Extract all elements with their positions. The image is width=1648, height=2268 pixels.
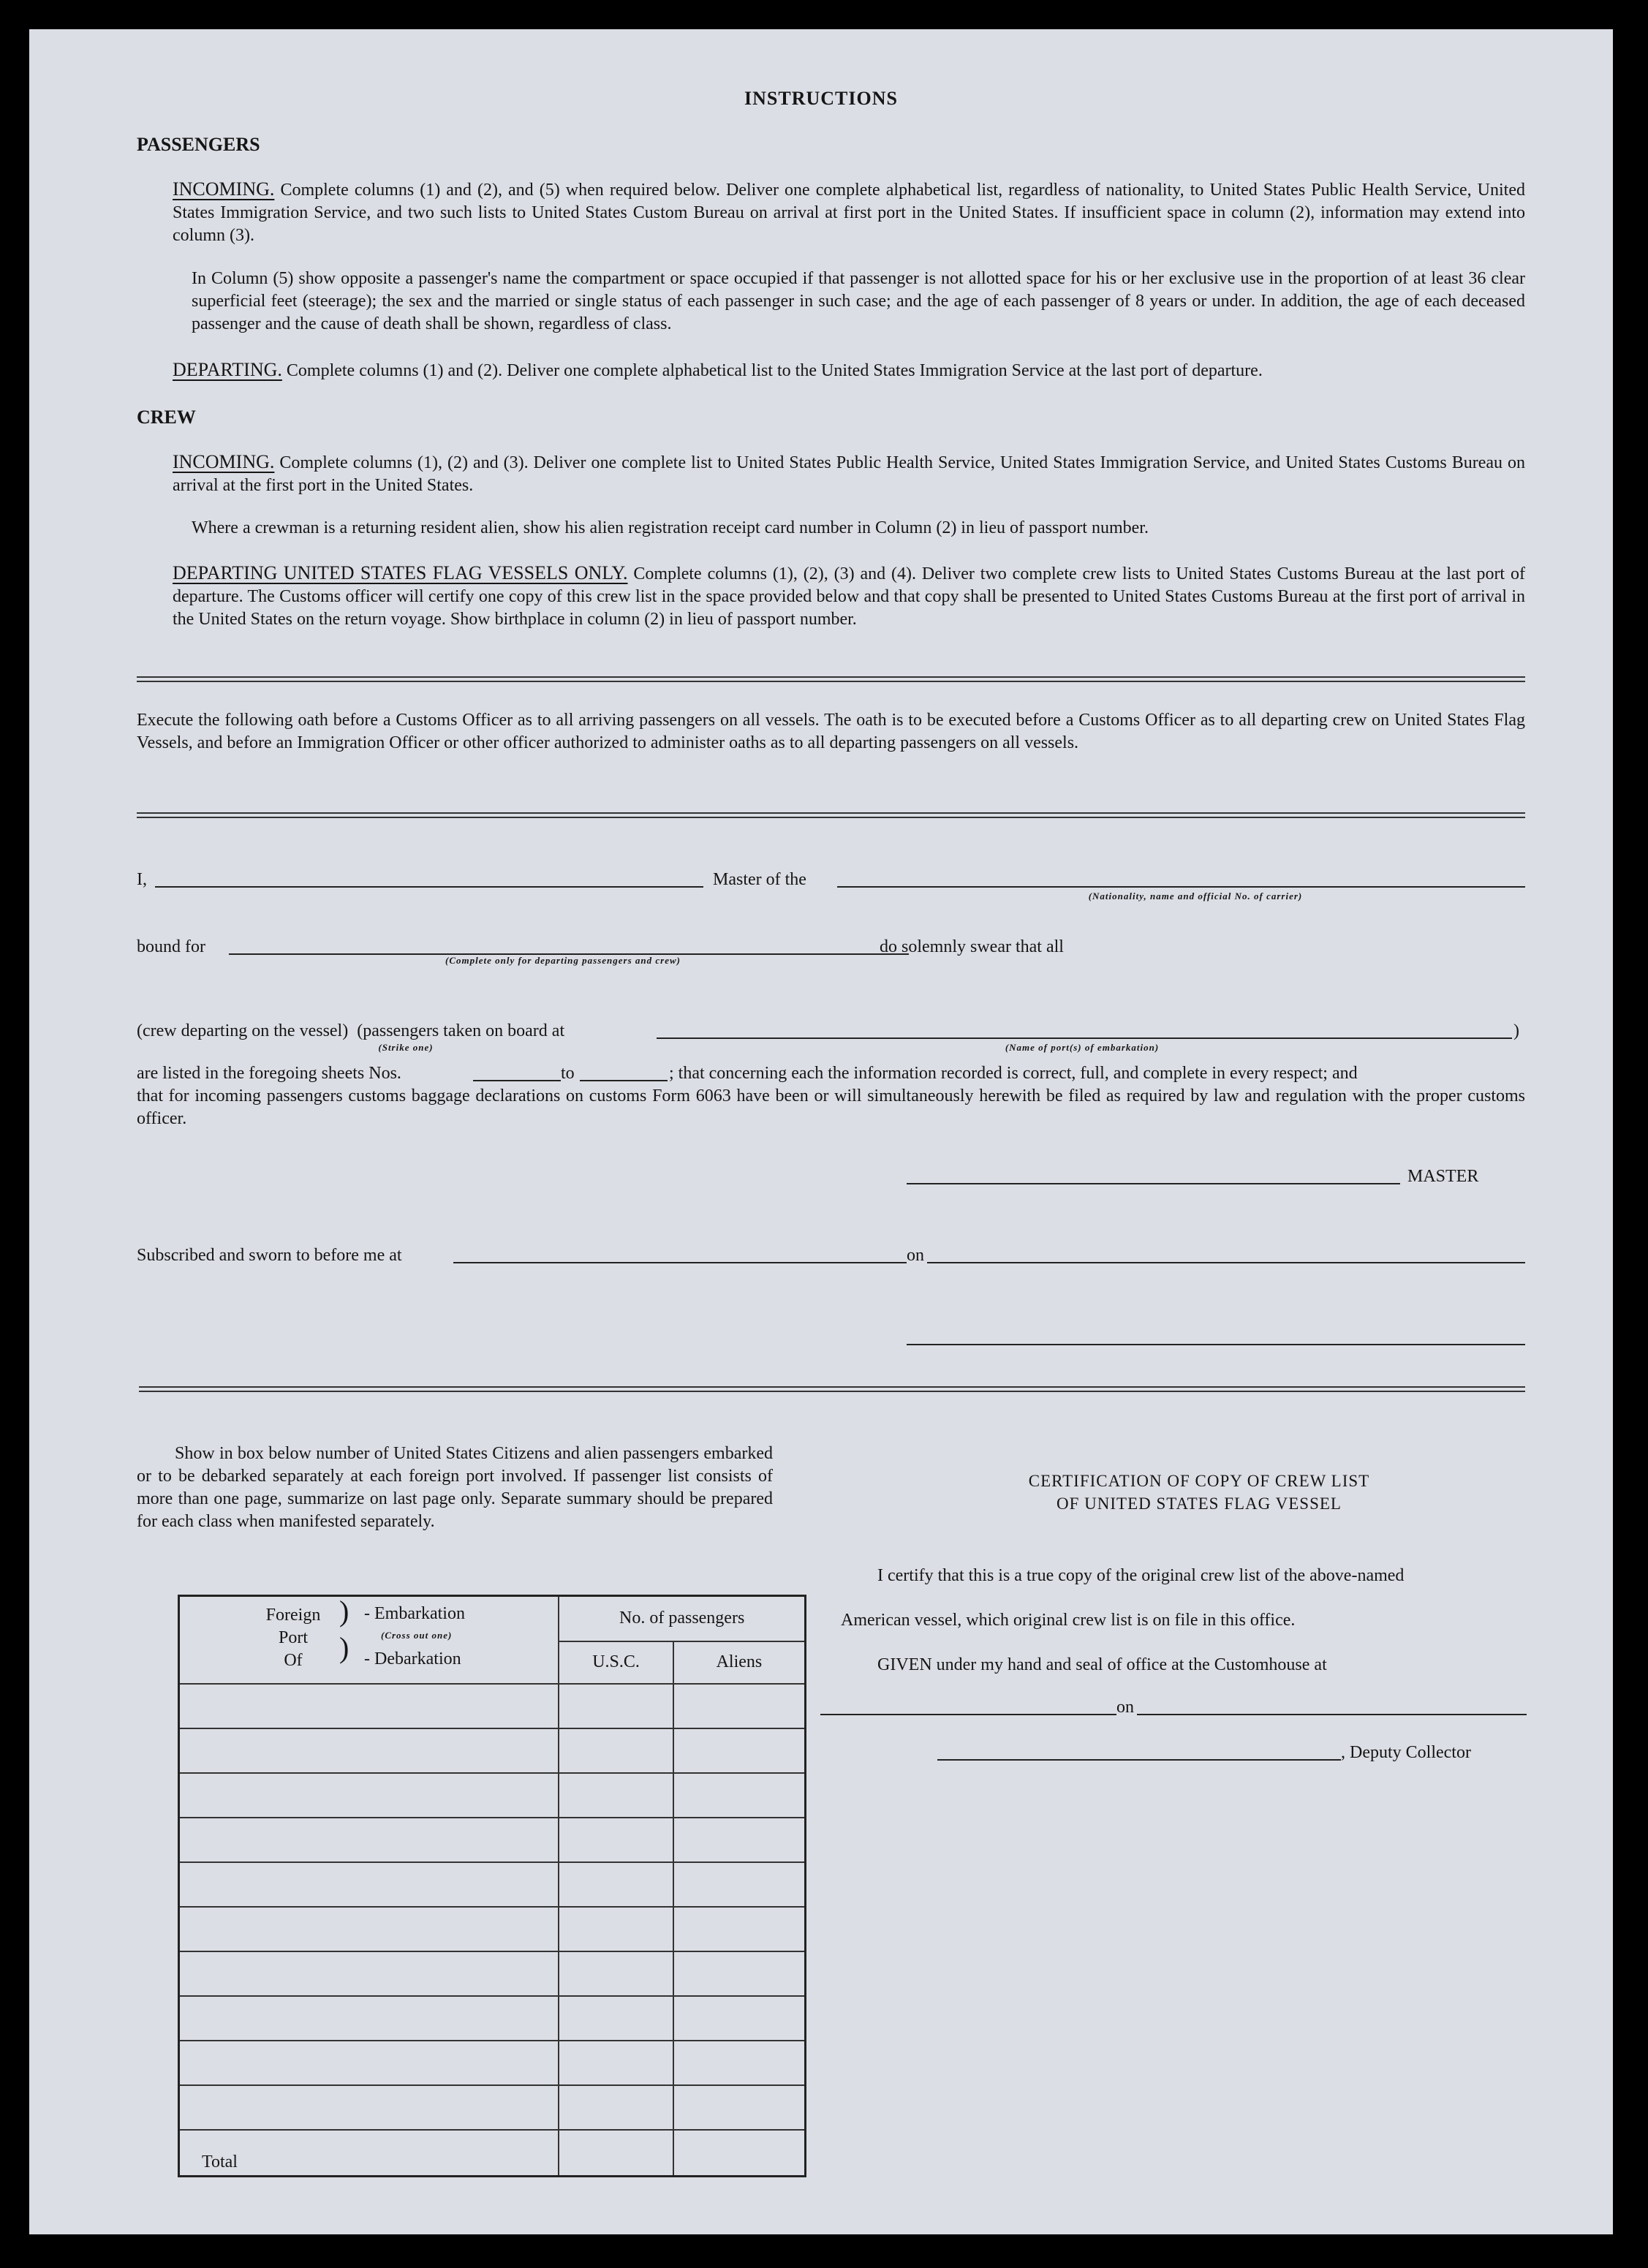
double-rule [139, 1386, 1525, 1392]
form-sheet [29, 29, 1613, 2234]
certification-date-field[interactable] [1137, 1714, 1527, 1715]
table-row [179, 1907, 806, 1951]
brace-bottom: ) [339, 1631, 349, 1665]
aliens-cell[interactable] [673, 2085, 806, 2130]
close-paren: ) [1513, 1021, 1519, 1040]
table-row [179, 1996, 806, 2041]
master-of-label: Master of the [713, 870, 806, 889]
deputy-collector-signature-field[interactable] [937, 1759, 1341, 1761]
usc-cell[interactable] [559, 1951, 673, 1996]
certify-text-line1: I certify that this is a true copy of the original crew list of the above-named [877, 1566, 1405, 1585]
certification-title-line1: CERTIFICATION OF COPY OF CREW LIST [1028, 1472, 1370, 1490]
table-row [179, 1684, 806, 1728]
aliens-cell[interactable] [673, 1818, 806, 1862]
aliens-header: Aliens [673, 1641, 806, 1684]
double-rule [137, 676, 1525, 682]
master-name-field[interactable] [155, 886, 703, 888]
on-label: on [907, 1246, 924, 1265]
table-row [179, 1862, 806, 1907]
cross-out-hint: (Cross out one) [381, 1630, 453, 1641]
port-cell[interactable] [179, 1996, 559, 2041]
usc-header: U.S.C. [559, 1641, 673, 1684]
aliens-cell[interactable] [673, 2041, 806, 2085]
port-cell[interactable] [179, 1728, 559, 1773]
swear-text: do solemnly swear that all [880, 937, 1064, 956]
crew-departing-paragraph [173, 562, 1525, 631]
passengers-incoming-label: INCOMING. [173, 178, 275, 200]
foreign-port-header [179, 1596, 559, 1685]
certify-text-line2: American vessel, which original crew list is on file in this office. [841, 1611, 1296, 1630]
officer-signature-field[interactable] [907, 1344, 1525, 1345]
port-cell[interactable] [179, 1862, 559, 1907]
aliens-cell[interactable] [673, 1773, 806, 1818]
usc-cell[interactable] [559, 1773, 673, 1818]
cert-on-label: on [1116, 1698, 1134, 1717]
embarkation-ports-field[interactable] [657, 1037, 1512, 1039]
port-cell[interactable] [179, 1773, 559, 1818]
aliens-cell[interactable] [673, 1907, 806, 1951]
declaration-first-line: ; that concerning each the information recorded is correct, full, and complete in every respect; and [669, 1064, 1358, 1083]
subscribed-label: Subscribed and sworn to before me at [137, 1246, 402, 1265]
aliens-cell[interactable] [673, 1996, 806, 2041]
usc-cell[interactable] [559, 1907, 673, 1951]
sworn-date-field[interactable] [927, 1262, 1525, 1263]
port-label: Port [278, 1628, 308, 1648]
usc-cell[interactable] [559, 2085, 673, 2130]
passengers-departing-text: Complete columns (1) and (2). Deliver one complete alphabetical list to the United States Immigration Service at the last port of departure. [286, 361, 1263, 380]
total-label: Total [179, 2130, 559, 2176]
oath-intro: Execute the following oath before a Customs Officer as to all arriving passengers on all vessels. The oath is to be executed before a Customs Officer as to all departing crew on United States Flag Vessels, and before an Immigration Officer or other officer authorized to administer oaths as to all departing passengers on all vessels. [137, 711, 1525, 752]
port-cell[interactable] [179, 1951, 559, 1996]
of-label: Of [284, 1651, 303, 1671]
carrier-hint: (Nationality, name and official No. of carrier) [1088, 891, 1303, 901]
double-rule [137, 812, 1525, 818]
usc-cell[interactable] [559, 1996, 673, 2041]
foreign-label: Foreign [265, 1606, 321, 1625]
crew-departing-strike-text: (crew departing on the vessel) (passengers taken on board at [137, 1021, 565, 1040]
passengers-incoming-paragraph [173, 178, 1525, 247]
total-row [179, 2130, 806, 2176]
brace-top: ) [339, 1595, 349, 1628]
master-signature-field[interactable] [907, 1183, 1400, 1184]
port-cell[interactable] [179, 2041, 559, 2085]
table-row [179, 1773, 806, 1818]
sheet-to-field[interactable] [580, 1080, 668, 1081]
embarkation-label: - Embarkation [364, 1604, 465, 1624]
usc-cell[interactable] [559, 1728, 673, 1773]
passengers-departing-label: DEPARTING. [173, 359, 282, 380]
crew-incoming-label: INCOMING. [173, 451, 275, 472]
crew-departing-text: Complete columns (1), (2), (3) and (4). Deliver two complete crew lists to United States Customs Bureau at the last port of departure. The Customs officer will certify one copy of this crew list in the space provided below and that copy shall be presented to United States Customs Bureau at the first port of arrival in the United States on the return voyage. Show birthplace in column (2) in lieu of passport number. [173, 564, 1525, 629]
usc-total-cell[interactable] [559, 2130, 673, 2176]
table-row [179, 1951, 806, 1996]
aliens-cell[interactable] [673, 1951, 806, 1996]
instructions-title: INSTRUCTIONS [744, 88, 898, 109]
passenger-summary-table [178, 1595, 806, 2177]
passengers-incoming-text: Complete columns (1) and (2), and (5) when required below. Deliver one complete alphabetical list, regardless of nationality, to United States Public Health Service, United States Immigration Service, and two such lists to United States Custom Bureau on arrival at first port in the United States. If insufficient space in column (2), information may extend into column (3). [173, 181, 1525, 245]
carrier-field[interactable] [837, 886, 1525, 888]
to-label: to [561, 1064, 575, 1083]
master-label: MASTER [1407, 1167, 1479, 1186]
certification-title-line2: OF UNITED STATES FLAG VESSEL [1057, 1494, 1342, 1513]
usc-cell[interactable] [559, 2041, 673, 2085]
crew-heading: CREW [137, 407, 196, 428]
debarkation-label: - Debarkation [364, 1649, 461, 1669]
aliens-cell[interactable] [673, 1728, 806, 1773]
table-row [179, 2041, 806, 2085]
given-text: GIVEN under my hand and seal of office at the Customhouse at [877, 1655, 1327, 1674]
usc-cell[interactable] [559, 1818, 673, 1862]
sheet-from-field[interactable] [473, 1080, 561, 1081]
summary-instructions: Show in box below number of United States Citizens and alien passengers embarked or to be debarked separately at each foreign port involved. If passenger list consists of more than one page, summarize on last page only. Separate summary should be prepared for each class when manifested separately. [137, 1444, 773, 1531]
bound-for-label: bound for [137, 937, 205, 956]
no-of-passengers-header: No. of passengers [559, 1596, 805, 1641]
crew-alien-paragraph: Where a crewman is a returning resident alien, show his alien registration receipt card number in Column (2) in lieu of passport number. [192, 518, 1149, 537]
deputy-collector-label: , Deputy Collector [1341, 1743, 1471, 1762]
usc-cell[interactable] [559, 1862, 673, 1907]
certification-title [848, 1470, 1550, 1515]
customhouse-field[interactable] [820, 1714, 1116, 1715]
ports-hint: (Name of port(s) of embarkation) [1005, 1042, 1160, 1053]
table-row [179, 1818, 806, 1862]
strike-hint: (Strike one) [378, 1042, 434, 1053]
i-label: I, [137, 870, 147, 889]
aliens-cell[interactable] [673, 1684, 806, 1728]
passengers-column5-paragraph: In Column (5) show opposite a passenger's name the compartment or space occupied if that passenger is not allotted space for his or her exclusive use in the proportion of at least 36 clear superficial feet (steerage); the sex and the married or single status of each passenger in such case; and the age of each passenger of 8 years or under. In addition, the age of each deceased passenger and the cause of death shall be shown, regardless of class. [192, 269, 1525, 333]
port-cell[interactable] [179, 1818, 559, 1862]
crew-departing-label: DEPARTING UNITED STATES FLAG VESSELS ONLY. [173, 562, 628, 583]
sheets-label: are listed in the foregoing sheets Nos. [137, 1064, 401, 1083]
declaration-rest: that for incoming passengers customs baggage declarations on customs Form 6063 have been or will simultaneously herewith be filed as required by law and regulation with the proper customs officer. [137, 1086, 1525, 1128]
usc-cell[interactable] [559, 1684, 673, 1728]
aliens-total-cell[interactable] [673, 2130, 806, 2176]
bound-hint: (Complete only for departing passengers and crew) [445, 955, 681, 966]
crew-incoming-text: Complete columns (1), (2) and (3). Deliver one complete list to United States Public Health Service, United States Immigration Service, and United States Customs Bureau on arrival at the first port in the United States. [173, 453, 1526, 495]
table-row [179, 2085, 806, 2130]
passengers-heading: PASSENGERS [137, 134, 260, 155]
passengers-departing-paragraph [173, 358, 1525, 382]
port-cell[interactable] [179, 1907, 559, 1951]
port-cell[interactable] [179, 1684, 559, 1728]
crew-incoming-paragraph [173, 450, 1525, 497]
sworn-place-field[interactable] [453, 1262, 907, 1263]
port-cell[interactable] [179, 2085, 559, 2130]
aliens-cell[interactable] [673, 1862, 806, 1907]
table-row [179, 1728, 806, 1773]
